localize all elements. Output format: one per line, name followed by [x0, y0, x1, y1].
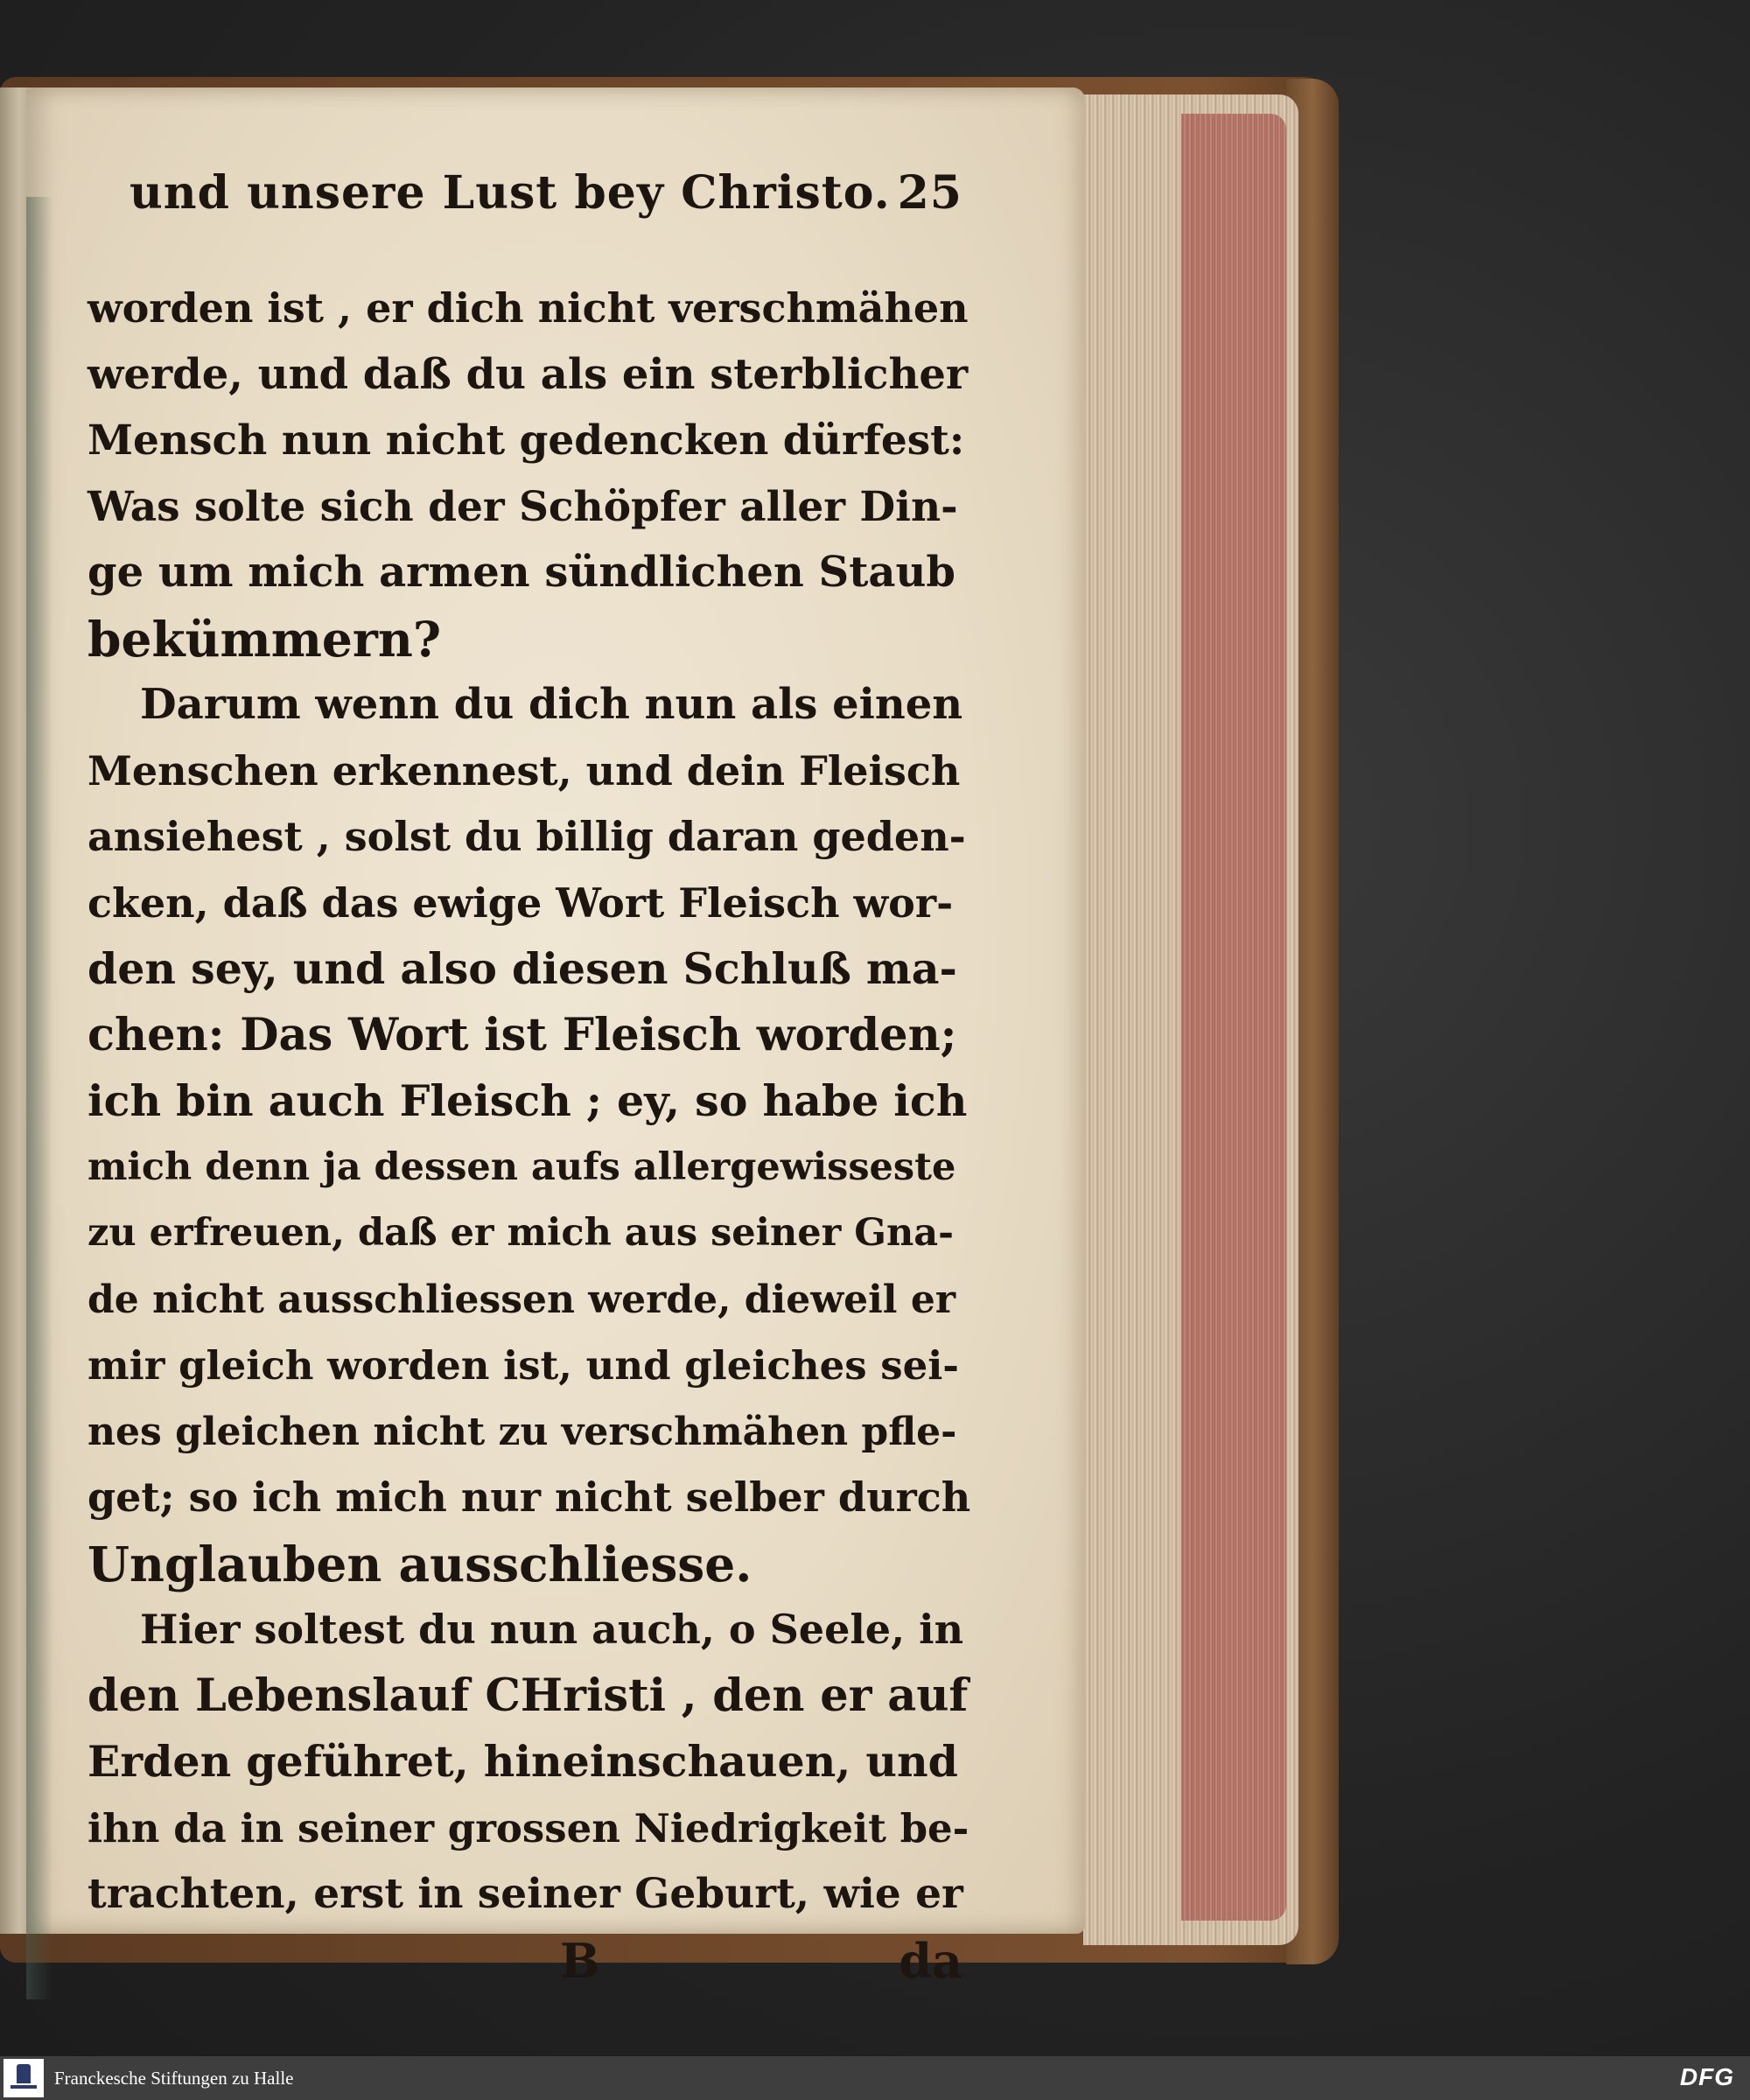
gutter-shadow — [26, 197, 52, 1999]
text-line: ich bin auch Fleisch ; ey, so habe ich — [88, 1075, 968, 1126]
text-line: Menschen erkennest, und dein Fleisch — [88, 746, 961, 794]
page-header — [88, 166, 962, 241]
signature-mark: B — [560, 1932, 600, 1989]
text-line: den sey, und also diesen Schluß ma- — [88, 943, 957, 994]
body-text — [88, 276, 971, 1928]
text-line: den Lebenslauf CHristi , den er auf — [88, 1669, 969, 1722]
viewer-footer-bar — [0, 2056, 1750, 2100]
page-footer — [88, 1932, 962, 1994]
text-line: trachten, erst in seiner Geburt, wie er — [88, 1870, 963, 1918]
page-number: 25 — [897, 166, 962, 220]
page-text-block — [88, 166, 971, 1994]
text-line: Erden geführet, hineinschauen, und — [88, 1736, 958, 1787]
text-line: ansiehest , solst du billig daran geden- — [88, 813, 966, 860]
text-line: mir gleich worden ist, und gleiches sei- — [88, 1342, 959, 1389]
page-block-red-edge — [1181, 114, 1286, 1921]
text-line: ge um mich armen sündlichen Staub — [88, 548, 956, 597]
text-line: werde, und daß du als ein sterblicher — [88, 349, 969, 399]
text-line: Mensch nun nicht gedencken dürfest: — [88, 416, 965, 465]
text-line: de nicht ausschliessen werde, dieweil er — [88, 1277, 956, 1322]
institution-name[interactable]: Franckesche Stiftungen zu Halle — [54, 2068, 294, 2089]
building-base-icon — [10, 2085, 37, 2089]
text-line: Was solte sich der Schöpfer aller Din- — [88, 482, 958, 531]
book-page — [26, 88, 1085, 1989]
building-icon — [17, 2064, 31, 2083]
dfg-logo[interactable]: DFG — [1679, 2063, 1734, 2090]
text-line: zu erfreuen, daß er mich aus seiner Gna- — [88, 1211, 954, 1255]
text-line: Unglauben ausschliesse. — [88, 1535, 752, 1592]
franckesche-stiftungen-logo[interactable] — [4, 2059, 44, 2097]
text-line: ihn da in seiner grossen Niedrigkeit be- — [88, 1804, 970, 1852]
text-line: worden ist , er dich nicht verschmähen — [88, 284, 969, 332]
running-title: und unsere Lust bey Christo. — [130, 166, 891, 220]
text-line: get; so ich mich nur nicht selber durch — [88, 1474, 971, 1521]
catchword: da — [899, 1932, 962, 1989]
text-line: bekümmern? — [88, 610, 442, 668]
text-line: Hier soltest du nun auch, o Seele, in — [140, 1606, 964, 1653]
text-line: Darum wenn du dich nun als einen — [140, 680, 963, 729]
text-line: mich denn ja dessen aufs allergewisseste — [88, 1144, 956, 1189]
text-line: cken, daß das ewige Wort Fleisch wor- — [88, 878, 954, 927]
text-line: nes gleichen nicht zu verschmähen pfle- — [88, 1409, 957, 1454]
text-line: chen: Das Wort ist Fleisch worden; — [88, 1008, 957, 1061]
